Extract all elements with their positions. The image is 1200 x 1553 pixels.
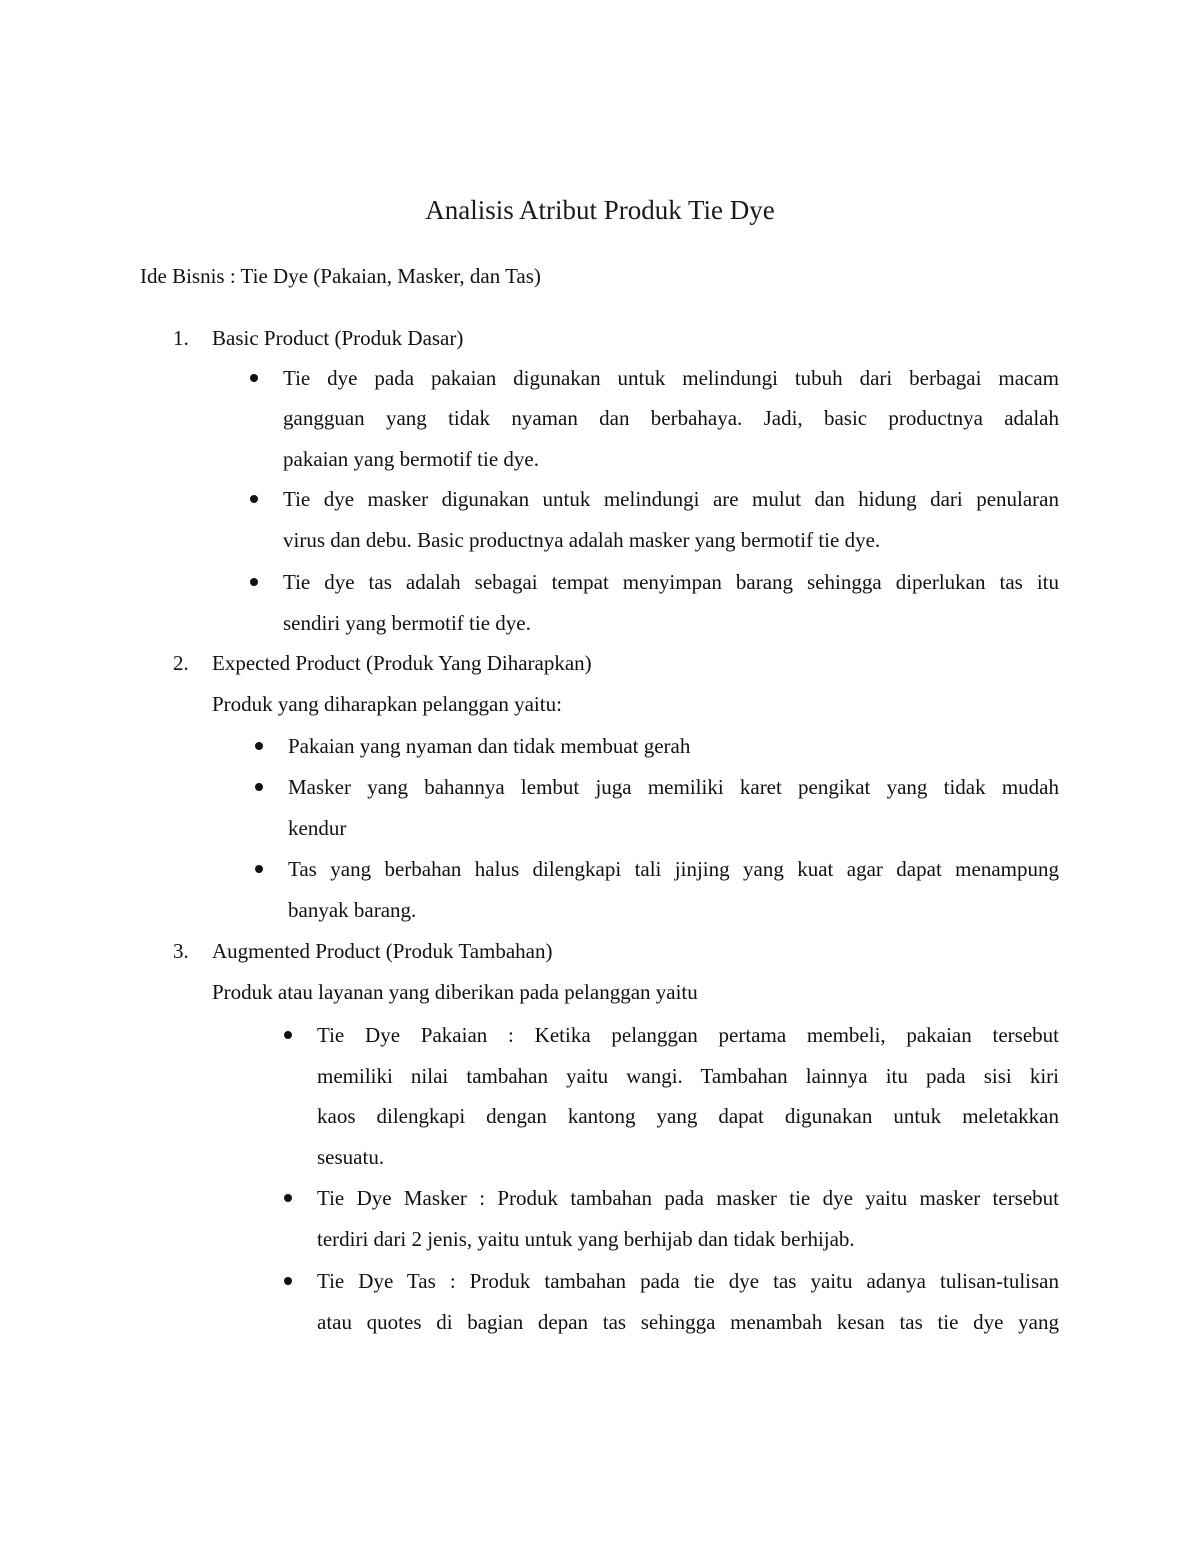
bullet-line: pakaian yang bermotif tie dye. — [283, 447, 539, 471]
section-heading: Basic Product (Produk Dasar) — [212, 326, 464, 350]
bullet-line: sendiri yang bermotif tie dye. — [283, 611, 531, 635]
bullet-icon — [255, 783, 263, 791]
bullet-line: Tie dye tas adalah sebagai tempat menyimpan barang sehingga diperlukan tas itu — [283, 570, 1059, 594]
bullet-line: terdiri dari 2 jenis, yaitu untuk yang berhijab dan tidak berhijab. — [317, 1227, 855, 1251]
bullet-icon — [250, 495, 258, 503]
bullet-line: Pakaian yang nyaman dan tidak membuat gerah — [288, 734, 691, 758]
bullet-line: Masker yang bahannya lembut juga memiliki karet pengikat yang tidak mudah — [288, 775, 1059, 799]
section-intro: Produk yang diharapkan pelanggan yaitu: — [212, 692, 562, 716]
bullet-line: kendur — [288, 816, 347, 840]
bullet-line: memiliki nilai tambahan yaitu wangi. Tambahan lainnya itu pada sisi kiri — [317, 1064, 1059, 1088]
section-heading: Augmented Product (Produk Tambahan) — [212, 939, 553, 963]
bullet-line: atau quotes di bagian depan tas sehingga menambah kesan tas tie dye yang — [317, 1310, 1059, 1334]
section-heading: Expected Product (Produk Yang Diharapkan) — [212, 651, 592, 675]
section-number: 3. — [173, 939, 189, 963]
bullet-icon — [250, 374, 258, 382]
bullet-icon — [250, 578, 258, 586]
bullet-icon — [284, 1277, 292, 1285]
bullet-line: Tie dye masker digunakan untuk melindungi are mulut dan hidung dari penularan — [283, 487, 1059, 511]
business-idea: Ide Bisnis : Tie Dye (Pakaian, Masker, dan Tas) — [140, 264, 541, 288]
bullet-icon — [284, 1194, 292, 1202]
section-number: 2. — [173, 651, 189, 675]
bullet-line: Tie Dye Pakaian : Ketika pelanggan pertama membeli, pakaian tersebut — [317, 1023, 1059, 1047]
bullet-icon — [255, 742, 263, 750]
bullet-line: Tie Dye Tas : Produk tambahan pada tie dye tas yaitu adanya tulisan-tulisan — [317, 1269, 1059, 1293]
bullet-line: sesuatu. — [317, 1145, 385, 1169]
section-number: 1. — [173, 326, 189, 350]
bullet-line: kaos dilengkapi dengan kantong yang dapat digunakan untuk meletakkan — [317, 1104, 1059, 1128]
bullet-line: virus dan debu. Basic productnya adalah masker yang bermotif tie dye. — [283, 528, 881, 552]
bullet-line: banyak barang. — [288, 898, 417, 922]
bullet-line: gangguan yang tidak nyaman dan berbahaya. Jadi, basic productnya adalah — [283, 406, 1059, 430]
page-title: Analisis Atribut Produk Tie Dye — [425, 195, 775, 225]
bullet-line: Tie dye pada pakaian digunakan untuk melindungi tubuh dari berbagai macam — [283, 366, 1059, 390]
section-intro: Produk atau layanan yang diberikan pada pelanggan yaitu — [212, 980, 698, 1004]
bullet-icon — [255, 865, 263, 873]
bullet-line: Tie Dye Masker : Produk tambahan pada masker tie dye yaitu masker tersebut — [317, 1186, 1059, 1210]
bullet-icon — [284, 1031, 292, 1039]
bullet-line: Tas yang berbahan halus dilengkapi tali jinjing yang kuat agar dapat menampung — [288, 857, 1059, 881]
